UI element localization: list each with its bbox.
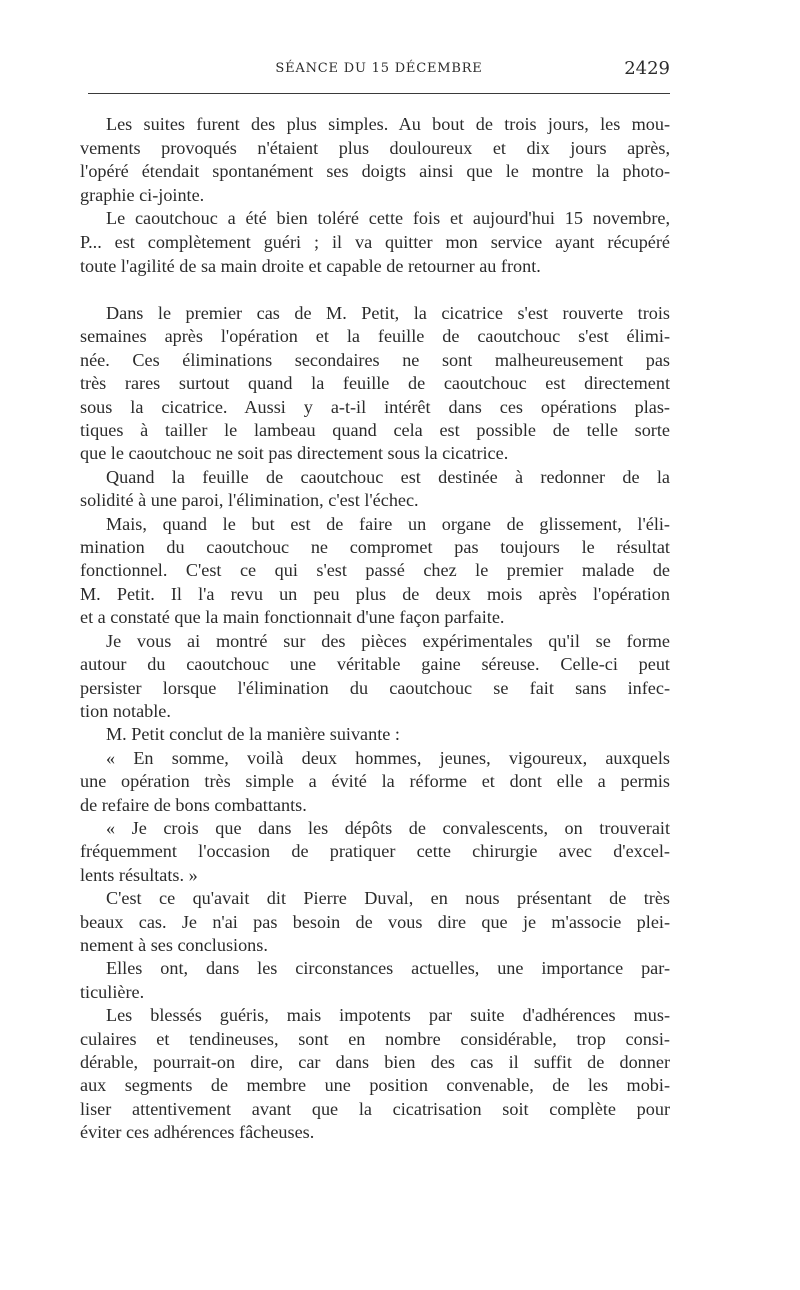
text-line: une opération très simple a évité la réforme et dont elle a permis xyxy=(80,771,670,792)
text-line: de refaire de bons combattants. xyxy=(80,794,307,815)
text-line: solidité à une paroi, l'élimination, c'est l'échec. xyxy=(80,490,419,511)
text-line: C'est ce qu'avait dit Pierre Duval, en nous présentant de très xyxy=(106,888,670,909)
text-line: Les suites furent des plus simples. Au bout de trois jours, les mou- xyxy=(106,114,670,134)
section-discussion xyxy=(80,302,670,1145)
text-line: Le caoutchouc a été bien toléré cette fois et aujourd'hui 15 novembre, xyxy=(106,208,670,229)
text-line: sous la cicatrice. Aussi y a-t-il intérêt dans ces opérations plas- xyxy=(80,396,670,417)
text-line: tion notable. xyxy=(80,700,171,721)
text-line: Je vous ai montré sur des pièces expérimentales qu'il se forme xyxy=(106,630,670,651)
text-line: Quand la feuille de caoutchouc est destinée à redonner de la xyxy=(106,466,670,487)
text-line: « Je crois que dans les dépôts de convalescents, on trouverait xyxy=(106,817,670,838)
text-line: M. Petit conclut de la manière suivante : xyxy=(106,724,400,745)
text-line: beaux cas. Je n'ai pas besoin de vous dire que je m'associe plei- xyxy=(80,911,670,932)
text-line: liser attentivement avant que la cicatrisation soit complète pour xyxy=(80,1098,670,1119)
text-line: Elles ont, dans les circonstances actuelles, une importance par- xyxy=(106,958,670,979)
text-line: dérable, pourrait-on dire, car dans bien des cas il suffit de donner xyxy=(80,1052,670,1072)
text-line: éviter ces adhérences fâcheuses. xyxy=(80,1122,315,1143)
text-line: ticulière. xyxy=(80,981,145,1002)
text-line: M. Petit. Il l'a revu un peu plus de deux mois après l'opération xyxy=(80,583,670,604)
text-line: tiques à tailler le lambeau quand cela est possible de telle sorte xyxy=(80,420,670,441)
section-patient-report xyxy=(80,113,670,278)
text-line: toute l'agilité de sa main droite et capable de retourner au front. xyxy=(80,255,541,276)
header-title: SÉANCE DU 15 DÉCEMBRE xyxy=(275,61,483,76)
text-line: que le caoutchouc ne soit pas directement sous la cicatrice. xyxy=(80,443,509,464)
text-line: et a constaté que la main fonctionnait d'une façon parfaite. xyxy=(80,607,505,628)
text-line: P... est complètement guéri ; il va quitter mon service ayant récupéré xyxy=(80,231,670,252)
text-line: l'opéré étendait spontanément ses doigts ainsi que le montre la photo- xyxy=(80,161,670,182)
text-line: persister lorsque l'élimination du caoutchouc se fait sans infec- xyxy=(80,677,670,698)
text-line: Mais, quand le but est de faire un organe de glissement, l'éli- xyxy=(106,513,670,534)
text-line: très rares surtout quand la feuille de caoutchouc est directement xyxy=(80,373,670,394)
text-line: « En somme, voilà deux hommes, jeunes, vigoureux, auxquels xyxy=(106,747,670,768)
text-line: lents résultats. » xyxy=(80,864,198,885)
text-line: vements provoqués n'étaient plus douloureux et dix jours après, xyxy=(80,137,670,158)
running-header xyxy=(88,58,670,84)
text-line: fréquemment l'occasion de pratiquer cette chirurgie avec d'excel- xyxy=(80,841,670,862)
text-line: graphie ci-jointe. xyxy=(80,184,205,205)
text-line: nement à ses conclusions. xyxy=(80,934,268,955)
text-line: mination du caoutchouc ne compromet pas toujours le résultat xyxy=(80,537,670,558)
text-line: semaines après l'opération et la feuille de caoutchouc s'est élimi- xyxy=(80,326,670,347)
text-line: aux segments de membre une position convenable, de les mobi- xyxy=(80,1075,670,1096)
text-line: autour du caoutchouc une véritable gaine séreuse. Celle-ci peut xyxy=(80,654,670,675)
text-line: née. Ces éliminations secondaires ne sont malheureusement pas xyxy=(80,349,670,370)
text-line: Les blessés guéris, mais impotents par suite d'adhérences mus- xyxy=(106,1005,670,1026)
text-line: culaires et tendineuses, sont en nombre considérable, trop consi- xyxy=(80,1028,670,1049)
header-rule xyxy=(88,93,670,94)
text-line: fonctionnel. C'est ce qui s'est passé chez le premier malade de xyxy=(80,560,670,581)
text-line: Dans le premier cas de M. Petit, la cicatrice s'est rouverte trois xyxy=(106,303,670,323)
page-number: 2429 xyxy=(624,58,670,79)
